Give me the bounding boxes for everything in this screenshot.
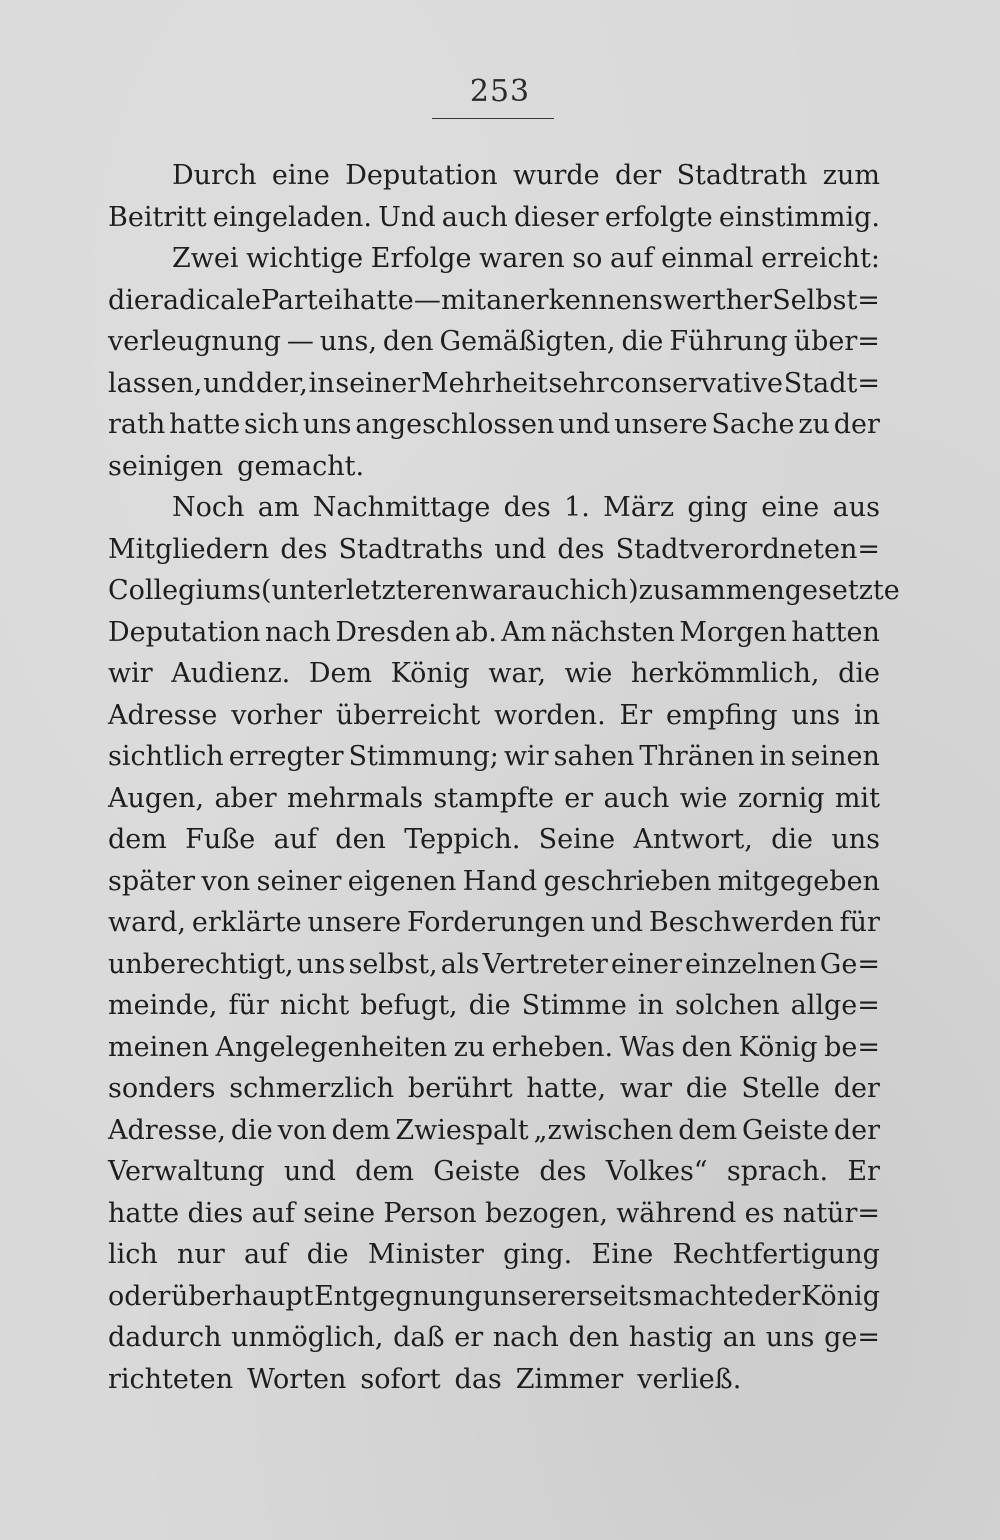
word: des <box>503 492 551 523</box>
word: — <box>413 284 441 316</box>
word: die <box>468 990 511 1021</box>
word: Thränen <box>639 741 755 772</box>
word: sonders <box>108 1073 216 1104</box>
word: nur <box>177 1239 225 1270</box>
text-line <box>108 819 880 861</box>
word: aus <box>832 492 880 523</box>
word: eigenen <box>347 865 457 897</box>
word: conservative <box>609 367 784 399</box>
word: Geiste <box>433 1156 521 1187</box>
text-line <box>108 1151 880 1193</box>
text-line <box>108 1359 880 1401</box>
word: hatten <box>791 616 880 648</box>
word: gemacht. <box>237 450 365 482</box>
word: so <box>572 243 603 274</box>
word: befugt, <box>360 990 458 1021</box>
word: zu <box>798 409 830 440</box>
word: dieser <box>513 201 599 233</box>
word: oder <box>108 1280 171 1312</box>
word: König <box>390 658 470 689</box>
word: Fuße <box>185 824 256 855</box>
word: Was <box>619 1031 675 1063</box>
word: Nachmittage <box>312 492 491 523</box>
word: empfing <box>666 699 778 731</box>
word: sprach. <box>726 1156 829 1187</box>
word: für <box>228 990 269 1021</box>
word: einstimmig. <box>718 201 880 233</box>
word: überreicht <box>335 699 481 731</box>
word: und <box>494 533 547 565</box>
word: der <box>833 409 880 440</box>
word: seinen <box>790 741 880 772</box>
word: erklärte <box>191 907 302 938</box>
word: einer <box>611 948 682 980</box>
word: auch <box>441 201 508 233</box>
text-line <box>108 1234 880 1276</box>
word: auch <box>520 575 587 606</box>
word: später <box>108 865 195 897</box>
word: Dresden <box>335 616 451 648</box>
word: Sache <box>711 409 795 440</box>
word: uns, <box>319 326 377 357</box>
word: unsere <box>614 409 708 440</box>
word: nach <box>264 616 331 648</box>
word: dem <box>355 1156 415 1187</box>
word: die <box>621 326 664 357</box>
word: wie <box>564 658 613 689</box>
word: rath <box>108 409 166 440</box>
word: mehrmals <box>287 782 424 814</box>
word: Mehrheit <box>420 367 548 399</box>
word: des <box>280 533 328 565</box>
word: unsererseits <box>482 1280 653 1312</box>
word: auf <box>610 243 654 274</box>
word: zu <box>453 1031 486 1063</box>
word: Deputation <box>345 160 498 191</box>
word: Stimmung; <box>348 741 499 772</box>
word: Augen, <box>108 782 205 814</box>
word: uns <box>302 409 352 440</box>
word: Stimme <box>521 990 627 1021</box>
word: und <box>203 367 256 399</box>
word: ward, <box>108 907 186 938</box>
word: die <box>108 284 150 316</box>
word: eingeladen. <box>212 201 372 233</box>
word: der <box>833 1114 880 1146</box>
text-line <box>108 1068 880 1110</box>
word: waren <box>479 243 565 274</box>
text-line <box>108 778 880 820</box>
text-line <box>108 404 880 446</box>
word: nicht <box>279 990 350 1021</box>
word: die <box>306 1239 349 1270</box>
word: unsere <box>307 907 402 938</box>
word: richteten <box>108 1363 234 1395</box>
word: stampfte <box>433 782 554 814</box>
word: Erfolge <box>370 243 472 274</box>
word: lich <box>108 1239 158 1270</box>
word: auch <box>603 782 670 814</box>
word: auf <box>273 824 318 855</box>
word: Stadtraths <box>338 533 484 565</box>
text-line <box>108 1276 880 1318</box>
text-line <box>108 280 880 322</box>
text-line <box>108 985 880 1027</box>
text-line <box>108 612 880 654</box>
word: meinen <box>108 1031 209 1063</box>
word: Durch <box>172 160 257 191</box>
word: schmerzlich <box>229 1073 395 1104</box>
word: Stadtrath <box>676 160 808 191</box>
word: am <box>257 492 300 523</box>
word: die <box>685 1073 728 1104</box>
word: sich <box>244 409 300 440</box>
word: hastig <box>628 1322 713 1353</box>
text-line <box>108 1317 880 1359</box>
word: Stadtverordneten= <box>615 533 880 565</box>
word: Teppich. <box>404 824 521 855</box>
word: hatte <box>108 1197 180 1229</box>
word: während <box>616 1197 737 1229</box>
word: das <box>454 1363 502 1395</box>
text-line <box>108 238 880 280</box>
word: ich) <box>586 575 639 606</box>
word: seinigen <box>108 450 224 482</box>
word: ging <box>687 492 748 523</box>
word: in <box>759 741 786 772</box>
word: auf <box>251 1197 295 1229</box>
text-line <box>108 529 880 571</box>
word: Hand <box>462 865 538 897</box>
text-line <box>108 736 880 778</box>
word: seine <box>303 1197 376 1229</box>
text-line <box>108 653 880 695</box>
word: dem <box>108 824 167 855</box>
header-rule <box>432 118 554 119</box>
word: 1. <box>564 492 590 523</box>
word: wir <box>108 658 153 689</box>
word: den <box>382 326 434 357</box>
word: die <box>230 1114 273 1146</box>
word: sichtlich <box>108 741 224 772</box>
word: hatte <box>169 409 241 440</box>
word: Entgegnung <box>314 1280 483 1312</box>
word: war <box>468 575 521 606</box>
word: Geiste <box>742 1114 829 1146</box>
word: vorher <box>231 699 322 731</box>
word: an <box>722 1322 757 1353</box>
word: der <box>615 160 662 191</box>
word: den <box>335 824 386 855</box>
word: Adresse <box>108 699 218 731</box>
word: und <box>283 1156 336 1187</box>
word: bezogen, <box>484 1197 608 1229</box>
word: dies <box>187 1197 244 1229</box>
text-line <box>108 446 880 488</box>
word: eine <box>761 492 820 523</box>
text-line <box>108 155 880 197</box>
word: Forderungen <box>406 907 585 938</box>
word: eine <box>271 160 330 191</box>
text-line <box>108 570 900 612</box>
word: zusammengesetzte <box>638 575 900 606</box>
word: Am <box>501 616 547 648</box>
word: letzteren <box>346 575 469 606</box>
text-line <box>108 197 880 239</box>
word: Adresse, <box>108 1114 226 1146</box>
text-line <box>108 321 880 363</box>
word: Morgen <box>679 616 787 648</box>
word: machte <box>652 1280 754 1312</box>
word: Worten <box>247 1363 347 1395</box>
word: er <box>564 782 594 814</box>
word: uns <box>831 824 880 855</box>
word: wichtige <box>246 243 364 274</box>
word: sehr <box>548 367 609 399</box>
word: in <box>308 367 335 399</box>
word: Seine <box>538 824 616 855</box>
text-line <box>108 363 880 405</box>
word: Stadt= <box>783 367 880 399</box>
word: erfolgte <box>604 201 713 233</box>
word: März <box>603 492 675 523</box>
word: worden. <box>494 699 606 731</box>
word: ging. <box>503 1239 573 1270</box>
word: allge= <box>790 990 880 1021</box>
word: in <box>637 990 664 1021</box>
word: Minister <box>367 1239 484 1270</box>
word: nächsten <box>550 616 675 648</box>
word: mit <box>834 782 880 814</box>
word: Beitritt <box>108 201 207 233</box>
text-line <box>108 944 880 986</box>
word: Gemäßigten, <box>439 326 616 357</box>
word: unmöglich, <box>231 1322 384 1353</box>
text-line <box>108 1110 880 1152</box>
word: unberechtigt, <box>108 948 294 980</box>
word: Rechtfertigung <box>672 1239 880 1270</box>
word: der <box>833 1073 880 1104</box>
word: seiner <box>335 367 421 399</box>
word: Volkes“ <box>605 1156 708 1187</box>
word: verließ. <box>637 1363 742 1395</box>
word: nach <box>492 1322 559 1353</box>
word: einzelnen <box>685 948 817 980</box>
text-line <box>108 1027 880 1069</box>
word: der <box>754 1280 801 1312</box>
word: Zimmer <box>515 1363 624 1395</box>
word: Stelle <box>741 1073 820 1104</box>
word: über= <box>793 326 880 357</box>
word: berührt <box>407 1073 513 1104</box>
word: daß <box>393 1322 445 1353</box>
word: von <box>201 865 251 897</box>
word: solchen <box>674 990 780 1021</box>
word: uns <box>791 699 841 731</box>
word: Zwiespalt <box>395 1114 529 1146</box>
word: sahen <box>553 741 635 772</box>
word: Audienz. <box>171 658 291 689</box>
word: angeschlossen <box>355 409 555 440</box>
word: lassen, <box>108 367 203 399</box>
text-line <box>108 695 880 737</box>
word: Verwaltung <box>108 1156 265 1187</box>
word: aber <box>214 782 277 814</box>
word: seiner <box>256 865 342 897</box>
word: ge= <box>824 1322 880 1353</box>
word: des <box>557 533 605 565</box>
word: den <box>568 1322 620 1353</box>
word: er <box>454 1322 484 1353</box>
word: wir <box>503 741 549 772</box>
word: in <box>853 699 880 731</box>
word: Deputation <box>108 616 261 648</box>
word: auf <box>244 1239 288 1270</box>
word: Selbst= <box>772 284 880 316</box>
text-line <box>108 902 880 944</box>
word: ab. <box>454 616 497 648</box>
word: wie <box>679 782 728 814</box>
word: selbst, <box>348 948 438 980</box>
word: „zwischen <box>533 1114 674 1146</box>
word: dem <box>678 1114 738 1146</box>
word: es <box>744 1197 775 1229</box>
word: des <box>539 1156 587 1187</box>
word: Antwort, <box>633 824 753 855</box>
word: radicale <box>150 284 261 316</box>
word: uns <box>765 1322 815 1353</box>
word: überhaupt <box>170 1280 314 1312</box>
word: Er <box>619 699 653 731</box>
word: Zwei <box>172 243 239 274</box>
page-number: 253 <box>469 74 531 109</box>
word: Mitgliedern <box>108 533 270 565</box>
word: erreicht: <box>761 243 880 274</box>
text-line <box>108 487 880 529</box>
word: den <box>681 1031 733 1063</box>
word: be= <box>824 1031 880 1063</box>
word: sofort <box>360 1363 441 1395</box>
word: Ge= <box>819 948 880 980</box>
word: der, <box>256 367 308 399</box>
word: hatte, <box>526 1073 607 1104</box>
word: die <box>771 824 814 855</box>
word: erheben. <box>491 1031 614 1063</box>
word: zum <box>822 160 880 191</box>
word: erregter <box>228 741 344 772</box>
word: Noch <box>172 492 245 523</box>
word: Dem <box>308 658 373 689</box>
word: Er <box>847 1156 880 1187</box>
word: mit <box>440 284 487 316</box>
word: Angelegenheiten <box>215 1031 448 1063</box>
word: war, <box>488 658 547 689</box>
word: einmal <box>661 243 754 274</box>
word: war <box>619 1073 672 1104</box>
word: Vertreter <box>482 948 608 980</box>
word: natür= <box>782 1197 880 1229</box>
body-text <box>108 155 900 1400</box>
word: und <box>558 409 611 440</box>
word: geschrieben <box>543 865 712 897</box>
word: zornig <box>737 782 825 814</box>
word: wurde <box>512 160 600 191</box>
word: Partei <box>260 284 343 316</box>
word: von <box>277 1114 327 1146</box>
word: uns <box>296 948 346 980</box>
word: Beschwerden <box>648 907 834 938</box>
word: anerkennenswerther <box>486 284 773 316</box>
word: und <box>590 907 643 938</box>
word: meinde, <box>108 990 218 1021</box>
word: als <box>440 948 480 980</box>
word: (unter <box>260 575 346 606</box>
word: mitgegeben <box>717 865 880 897</box>
word: herkömmlich, <box>631 658 820 689</box>
word: Und <box>378 201 436 233</box>
word: dem <box>331 1114 391 1146</box>
word: verleugnung <box>108 326 281 357</box>
word: König <box>738 1031 818 1063</box>
word: — <box>286 326 314 357</box>
word: Collegiums <box>108 575 261 606</box>
word: für <box>839 907 880 938</box>
word: hatte <box>342 284 414 316</box>
word: König <box>800 1280 880 1312</box>
text-line <box>108 1193 880 1235</box>
word: Führung <box>669 326 788 357</box>
word: die <box>838 658 880 689</box>
word: dadurch <box>108 1322 222 1353</box>
text-line <box>108 861 880 903</box>
word: Person <box>383 1197 477 1229</box>
word: Eine <box>591 1239 654 1270</box>
